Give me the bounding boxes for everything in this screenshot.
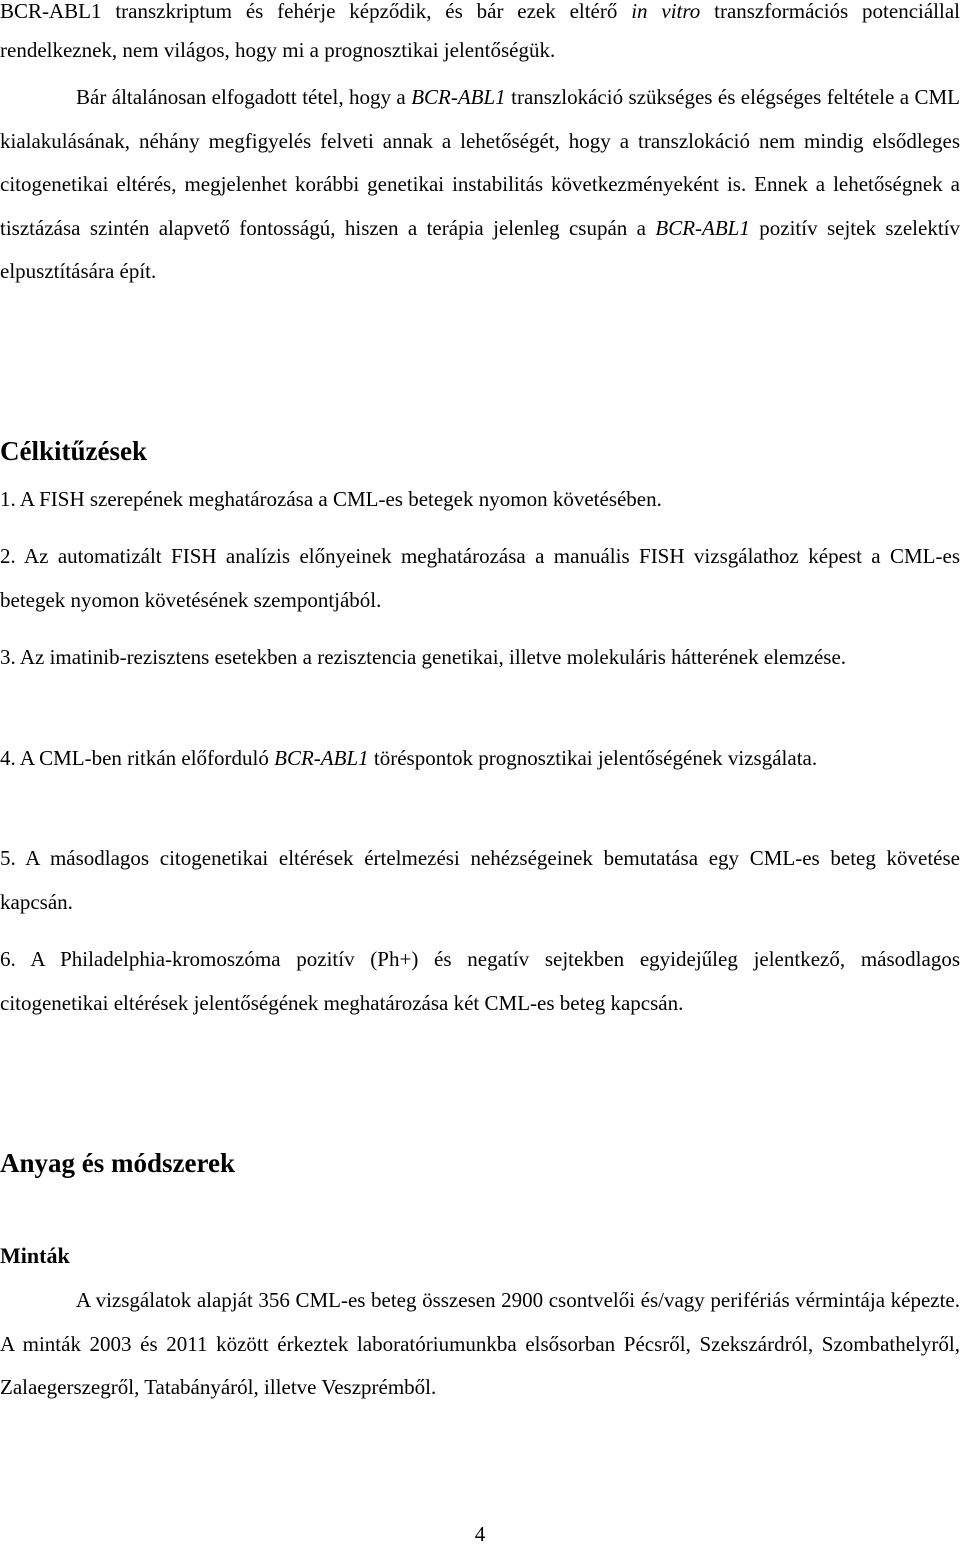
objective-item-4-italic: BCR-ABL1 xyxy=(274,746,369,770)
intro-paragraph-2-text-a: Bár általánosan elfogadott tétel, hogy a xyxy=(76,85,412,109)
samples-paragraph: A vizsgálatok alapját 356 CML-es beteg összesen 2900 csontvelői és/vagy perifériás vérmintája képezte. A minták 2003 és 2011 között érkeztek laboratóriumunkba elsősorban Pécsről, Szekszárdról, Szombathelyről, Zalaegerszegről, Tatabányáról, illetve Veszprémből. xyxy=(0,1288,960,1399)
intro-paragraph-2-italic-a: BCR-ABL1 xyxy=(411,85,506,109)
page-number: 4 xyxy=(474,1522,486,1546)
objective-item-4-text-a: 4. A CML-ben ritkán előforduló xyxy=(0,746,275,770)
intro-paragraph-2-italic-b: BCR-ABL1 xyxy=(655,215,750,240)
intro-paragraph-1 xyxy=(0,0,960,70)
intro-paragraph-2-text-c: pozitív sejtek szelektív elpusztítására épít. xyxy=(0,215,960,283)
samples-subheading: Minták xyxy=(0,1243,70,1268)
objective-item-4 xyxy=(0,736,960,780)
objective-item-4-text-b: töréspontok prognosztikai jelentőségének vizsgálata. xyxy=(368,746,818,770)
intro-paragraph-1-text-b: transzformációs potenciállal rendelkeznek, nem világos, hogy mi a prognosztikai jelentőségük. xyxy=(0,0,960,62)
objective-item-1: 1. A FISH szerepének meghatározása a CML-es betegek nyomon követésében. xyxy=(0,487,662,511)
objective-item-5: 5. A másodlagos citogenetikai eltérések értelmezési nehézségeinek bemutatása egy CML-es beteg követése kapcsán. xyxy=(0,846,960,914)
objective-item-6: 6. A Philadelphia-kromoszóma pozitív (Ph+) és negatív sejtekben egyidejűleg jelentkező, másodlagos citogenetikai eltérések jelentőségének meghatározása két CML-es beteg kapcsán. xyxy=(0,947,960,1015)
intro-paragraph-2-text-b: transzlokáció szükséges és elégséges feltétele a CML kialakulásának, néhány megfigyelés felveti annak a lehetőségét, hogy a transzlokáció nem mindig elsődleges citogenetikai eltérés, megjelenhet korábbi genetikai instabilitás következményeként is. Ennek a lehetőségnek a tisztázása szintén alapvető fontosságú, hiszen a terápia jelenleg csupán a xyxy=(0,85,960,240)
objective-item-3: 3. Az imatinib-rezisztens esetekben a rezisztencia genetikai, illetve molekuláris hátterének elemzése. xyxy=(0,645,847,669)
intro-paragraph-2 xyxy=(0,76,960,294)
objectives-heading: Célkitűzések xyxy=(0,436,147,466)
objective-item-2: 2. Az automatizált FISH analízis előnyeinek meghatározása a manuális FISH vizsgálathoz képest a CML-es betegek nyomon követésének szempontjából. xyxy=(0,544,960,612)
intro-paragraph-1-italic: in vitro xyxy=(631,0,701,23)
intro-paragraph-1-text-a: BCR-ABL1 transzkriptum és fehérje képződik, és bár ezek eltérő xyxy=(0,0,632,23)
methods-heading: Anyag és módszerek xyxy=(0,1148,235,1178)
